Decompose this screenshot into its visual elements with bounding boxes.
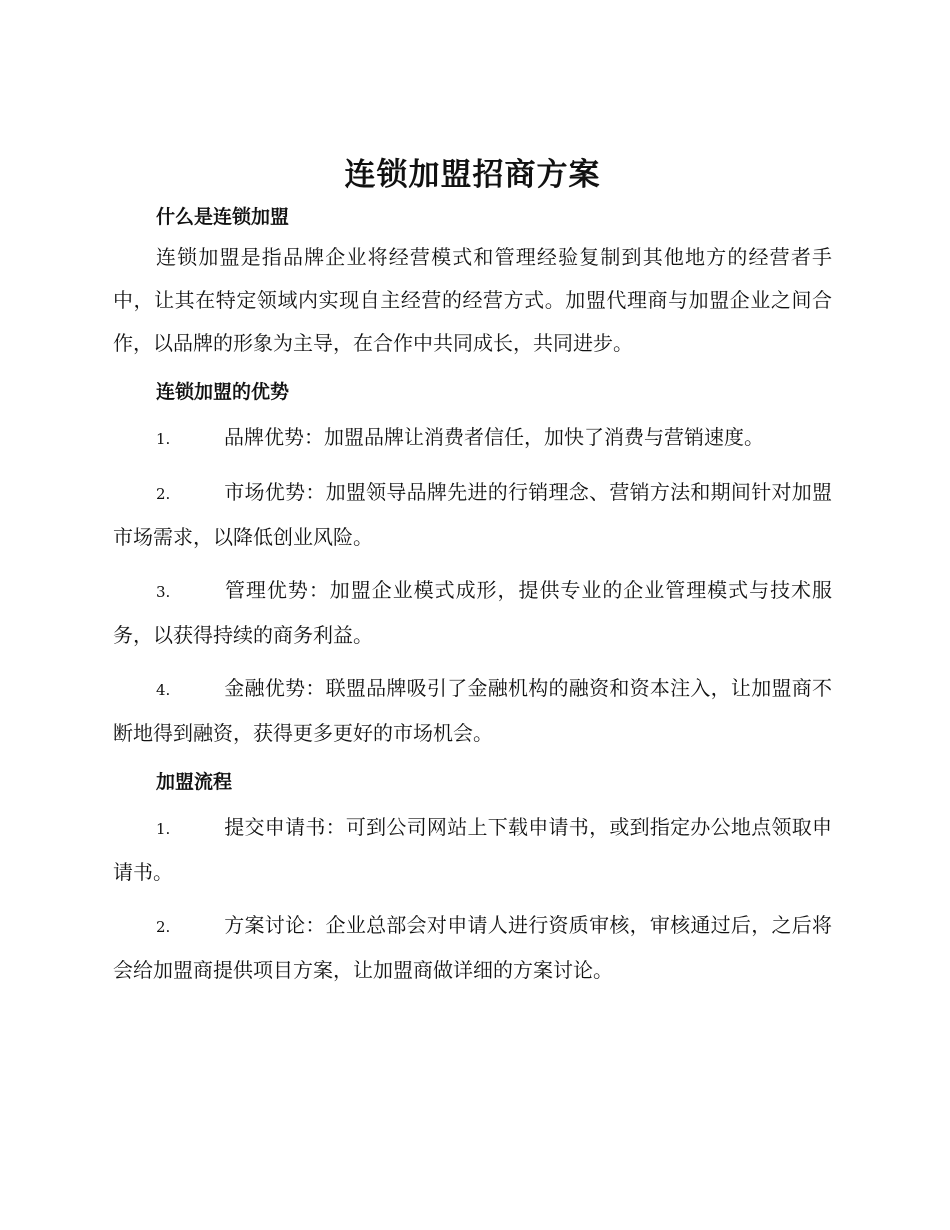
section-heading-what-is-franchise: 什么是连锁加盟	[156, 206, 290, 228]
section-heading-process: 加盟流程	[156, 771, 233, 793]
document-title: 连锁加盟招商方案	[344, 157, 601, 193]
list-item-text: 方案讨论：企业总部会对申请人进行资质审核，审核通过后，之后将会给加盟商提供项目方案，让加盟商做详细的方案讨论。	[113, 913, 832, 982]
list-item-number: 4.	[156, 681, 171, 699]
list-item	[113, 569, 832, 657]
list-item-number: 2.	[156, 485, 171, 503]
list-item	[113, 416, 832, 461]
list-item-number: 3.	[156, 583, 171, 601]
section-heading-advantages: 连锁加盟的优势	[156, 381, 290, 403]
list-item-text: 金融优势：联盟品牌吸引了金融机构的融资和资本注入，让加盟商不断地得到融资，获得更多更好的市场机会。	[113, 676, 832, 745]
list-item-number: 1.	[156, 430, 171, 448]
list-item	[113, 806, 832, 894]
list-item-number: 1.	[156, 820, 171, 838]
list-item	[113, 904, 832, 992]
list-item-text: 市场优势：加盟领导品牌先进的行销理念、营销方法和期间针对加盟市场需求，以降低创业风险。	[113, 480, 832, 549]
list-item-text: 品牌优势：加盟品牌让消费者信任，加快了消费与营销速度。	[224, 425, 764, 449]
list-item	[113, 667, 832, 755]
list-item-number: 2.	[156, 918, 171, 936]
list-item-text: 提交申请书：可到公司网站上下载申请书，或到指定办公地点领取申请书。	[113, 815, 832, 884]
list-item	[113, 471, 832, 559]
list-item-text: 管理优势：加盟企业模式成形，提供专业的企业管理模式与技术服务，以获得持续的商务利益。	[113, 578, 832, 647]
section-paragraph: 连锁加盟是指品牌企业将经营模式和管理经验复制到其他地方的经营者手中，让其在特定领域内实现自主经营的经营方式。加盟代理商与加盟企业之间合作，以品牌的形象为主导，在合作中共同成长，共同进步。	[113, 245, 832, 355]
